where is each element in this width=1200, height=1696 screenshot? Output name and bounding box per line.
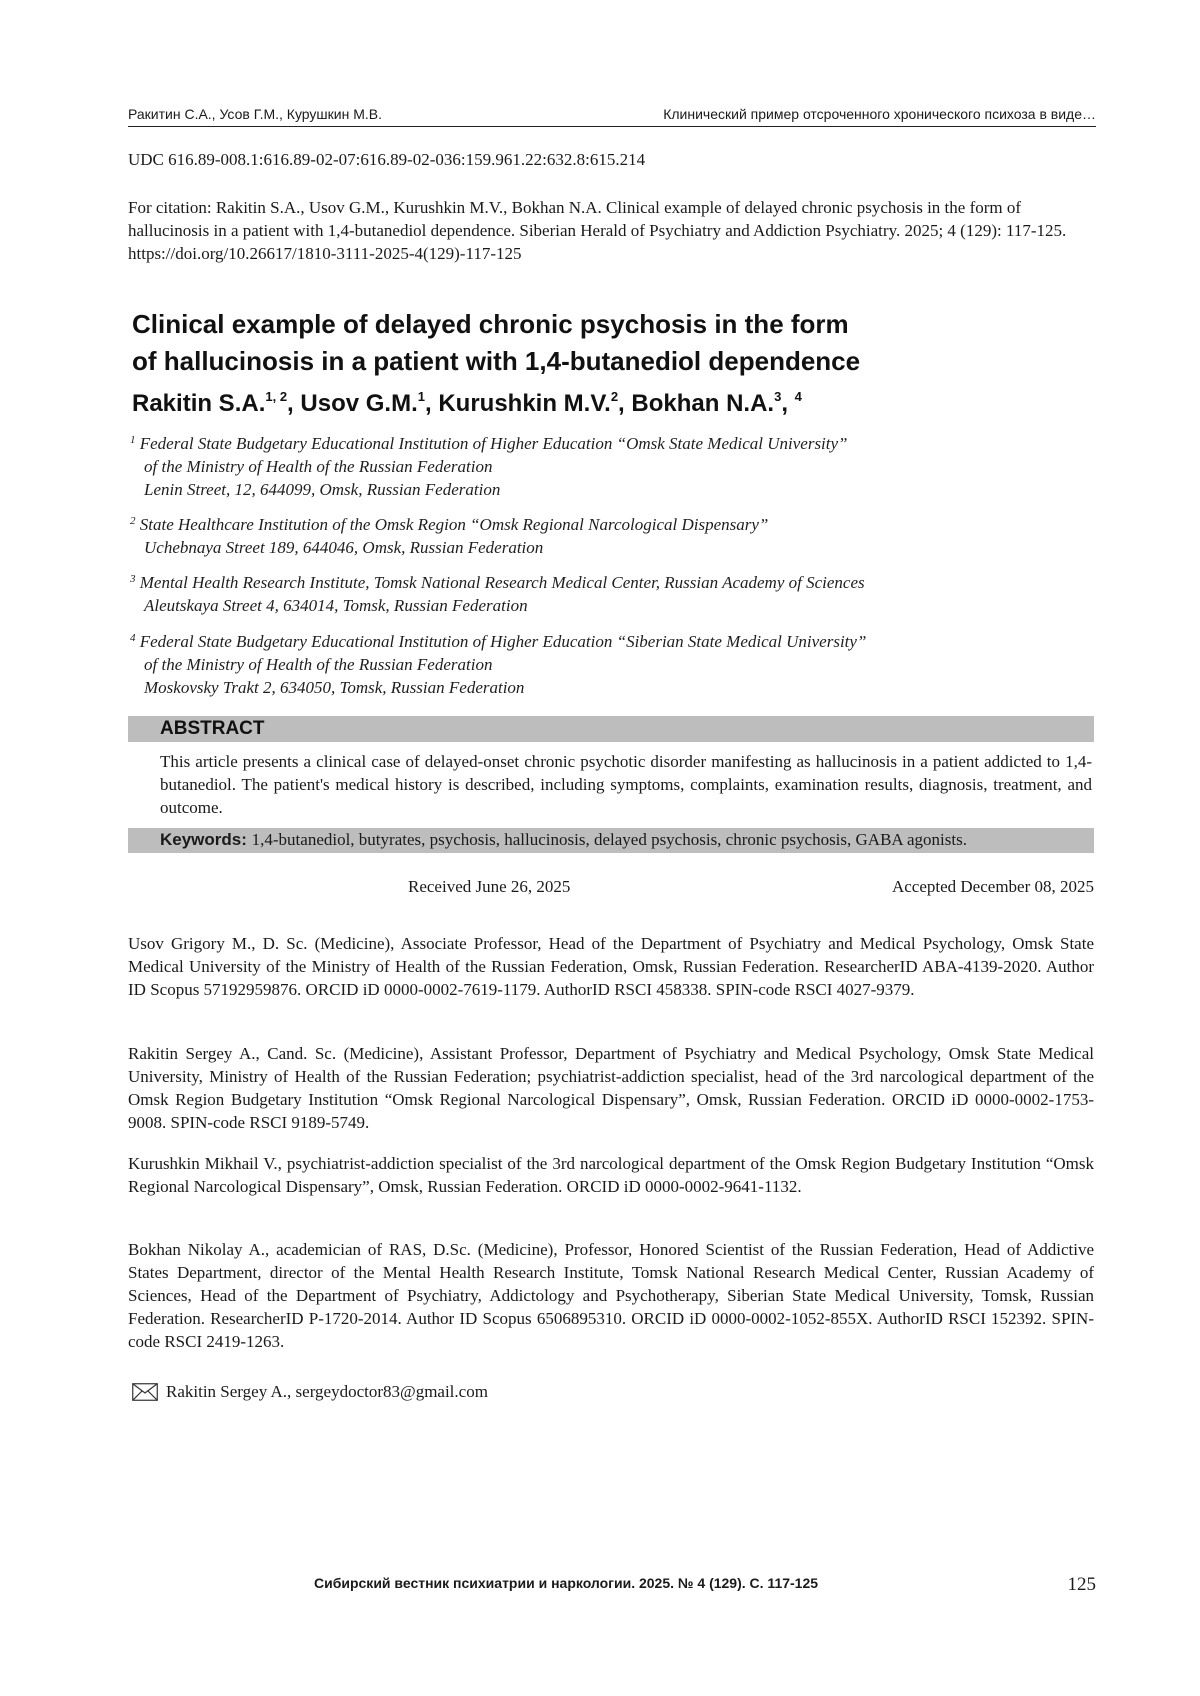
abstract-heading-bar <box>128 716 1094 742</box>
affiliation-line: of the Ministry of Health of the Russian Federation <box>144 457 493 476</box>
running-head <box>128 104 1096 127</box>
article-title-line-2: of hallucinosis in a patient with 1,4-butanediol dependence <box>132 346 861 376</box>
affiliation-line: State Healthcare Institution of the Omsk Region “Omsk Regional Narcological Dispensary” <box>139 515 769 534</box>
envelope-icon <box>132 1383 158 1401</box>
keywords-list: 1,4-butanediol, butyrates, psychosis, hallucinosis, delayed psychosis, chronic psychosis, GABA agonists. <box>251 830 967 849</box>
affiliation-3 <box>130 571 1090 617</box>
citation: For citation: Rakitin S.A., Usov G.M., Kurushkin M.V., Bokhan N.A. Clinical example of delayed chronic psychosis in the form of hallucinosis in a patient with 1,4-butanediol dependence. Siberian Herald of Psychiatry and Addiction Psychiatry. 2025; 4 (129): 117-125. https://doi.org/10.26617/1810-3111-2025-4(129)-117-125 <box>128 198 1067 263</box>
affiliation-line: Mental Health Research Institute, Tomsk National Research Medical Center, Russian Academy of Sciences <box>139 573 865 592</box>
author-affiliation-ref: 2 <box>610 389 619 404</box>
page-number: 125 <box>1067 1574 1096 1595</box>
affiliation-number: 2 <box>130 515 136 527</box>
udc-code: UDC 616.89-008.1:616.89-02-07:616.89-02-036:159.961.22:632.8:615.214 <box>128 150 646 169</box>
affiliation-line: Federal State Budgetary Educational Institution of Higher Education “Siberian State Medical University” <box>139 632 867 651</box>
keywords-label: Keywords <box>160 830 242 849</box>
affiliation-number: 4 <box>130 632 136 644</box>
affiliation-2 <box>130 513 1090 559</box>
author-bio: Usov Grigory M., D. Sc. (Medicine), Associate Professor, Head of the Department of Psychiatry and Medical Psychology, Omsk State Medical University of the Ministry of Health of the Russian Federation, Omsk, Russian Federation. ResearcherID ABA-4139-2020. Author ID Scopus 57192959876. ORCID iD 0000-0002-7619-1179. AuthorID RSCI 458338. SPIN-code RSCI 4027-9379. <box>128 934 1094 999</box>
journal-footer: Сибирский вестник психиатрии и наркологии. 2025. № 4 (129). С. 117-125 <box>314 1575 819 1591</box>
author-bio: Kurushkin Mikhail V., psychiatrist-addiction specialist of the 3rd narcological department of the Omsk Region Budgetary Institution “Omsk Regional Narcological Dispensary”, Omsk, Russian Federation. ORCID iD 0000-0002-9641-1132. <box>128 1154 1094 1196</box>
keywords: Keywords: 1,4-butanediol, butyrates, psychosis, hallucinosis, delayed psychosis, chronic psychosis, GABA agonists. <box>160 830 967 849</box>
author-affiliation-ref: 4 <box>794 389 802 404</box>
received-date: Received June 26, 2025 <box>408 877 571 896</box>
author-bio: Rakitin Sergey A., Cand. Sc. (Medicine), Assistant Professor, Department of Psychiatry and Medical Psychology, Omsk State Medical University, Ministry of Health of the Russian Federation; psychiatrist-addiction specialist, head of the 3rd narcological department of the Omsk Region Budgetary Institution “Omsk Regional Narcological Dispensary”, Omsk, Russian Federation. ORCID iD 0000-0002-1753-9008. SPIN-code RSCI 9189-5749. <box>128 1044 1094 1132</box>
affiliation-line: Moskovsky Trakt 2, 634050, Tomsk, Russian Federation <box>144 678 525 697</box>
affiliation-4 <box>130 630 1090 699</box>
author-list: Rakitin S.A.$^{1, 2}$, Usov G.M.$^1$, Kurushkin M.V.$^2$, Bokhan N.A.$^3$, $^4$ <box>132 389 802 417</box>
article-title <box>132 306 1072 380</box>
affiliation-line: Federal State Budgetary Educational Institution of Higher Education “Omsk State Medical University” <box>139 434 848 453</box>
affiliation-line: Uchebnaya Street 189, 644046, Omsk, Russian Federation <box>144 538 544 557</box>
author-name: Usov G.M. <box>300 390 418 417</box>
correspondence-text: Rakitin Sergey A., sergeydoctor83@gmail.com <box>166 1382 488 1401</box>
author-name: Rakitin S.A. <box>132 390 266 417</box>
article-title-line-1: Clinical example of delayed chronic psychosis in the form <box>132 309 849 339</box>
running-head-authors: Ракитин С.А., Усов Г.М., Курушкин М.В. <box>128 106 382 122</box>
abstract-text: This article presents a clinical case of delayed-onset chronic psychotic disorder manifesting as hallucinosis in a patient addicted to 1,4-butanediol. The patient's medical history is described, including symptoms, complaints, examination results, diagnosis, treatment, and outcome. <box>160 752 1092 817</box>
author-affiliation-ref: 1 <box>417 389 425 404</box>
running-head-title: Клинический пример отсроченного хронического психоза в виде… <box>663 106 1096 122</box>
affiliation-number: 1 <box>130 434 136 446</box>
author-bio: Bokhan Nikolay A., academician of RAS, D.Sc. (Medicine), Professor, Honored Scientist of the Russian Federation, Head of Addictive States Department, director of the Mental Health Research Institute, Tomsk National Research Medical Center, Russian Academy of Sciences, Head of the Department of Psychiatry, Addictology and Psychotherapy, Siberian State Medical University, Tomsk, Russian Federation. ResearcherID P-1720-2014. Author ID Scopus 6506895310. ORCID iD 0000-0002-1052-855X. AuthorID RSCI 152392. SPIN-code RSCI 2419-1263. <box>128 1240 1094 1351</box>
author-affiliation-ref: 3 <box>774 389 782 404</box>
affiliation-line: of the Ministry of Health of the Russian Federation <box>144 655 493 674</box>
correspondence <box>132 1382 488 1402</box>
affiliation-line: Aleutskaya Street 4, 634014, Tomsk, Russian Federation <box>144 596 528 615</box>
affiliation-line: Lenin Street, 12, 644099, Omsk, Russian Federation <box>144 480 501 499</box>
author-affiliation-ref: 1, 2 <box>265 389 288 404</box>
author-name: Bokhan N.A. <box>631 390 775 417</box>
affiliation-1 <box>130 432 1090 501</box>
affiliation-number: 3 <box>130 573 136 585</box>
accepted-date: Accepted December 08, 2025 <box>891 877 1094 896</box>
author-name: Kurushkin M.V. <box>438 390 611 417</box>
abstract-heading: ABSTRACT <box>160 718 265 739</box>
